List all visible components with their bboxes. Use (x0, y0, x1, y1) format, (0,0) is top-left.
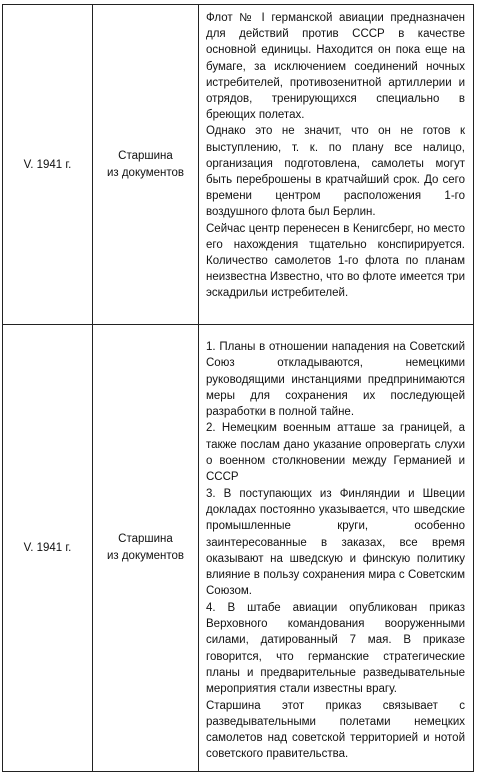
date-text: V. 1941 г. (23, 542, 72, 554)
source-text (107, 148, 184, 182)
content-cell (199, 325, 473, 771)
date-cell (3, 5, 93, 324)
date-cell (3, 325, 93, 771)
source-text (107, 531, 184, 565)
source-line-1: Старшина (118, 533, 173, 545)
paragraph: Сейчас центр перенесен в Кенигсберг, но место его нахождения тщательно конспирируется. Количество самолетов 1-го флота по планам неизвестна Известно, что во флоте имеется три эскадрильи истребителей. (206, 222, 465, 300)
date-text: V. 1941 г. (23, 158, 72, 171)
source-line-1: Старшина (118, 149, 173, 162)
paragraph: 2. Немецким военным атташе за границей, а также послам дано указание опровергать слухи о военном столкновении между Германией и СССР (206, 422, 465, 484)
content-cell (199, 5, 473, 324)
source-line-2: из документов (106, 166, 185, 179)
source-cell (93, 325, 199, 771)
paragraph: 4. В штабе авиации опубликован приказ Верховного командования вооруженными силами, датированный 7 мая. В приказе говорится, что германские стратегические планы и предварительные разведывательные мероприятия стали известны врагу. (206, 601, 465, 696)
paragraph: Старшина этот приказ связывает с разведывательными полетами немецких самолетов над советской территорией и нотой советского правительства. (206, 699, 465, 761)
source-line-2: из документов (106, 550, 185, 562)
paragraph: Однако это не значит, что он не готов к выступлению, т. к. по плану все налицо, организация подготовлена, самолеты могут быть переброшены в кратчайший срок. До сего времени центром расположения 1-го воздушного флота был Берлин. (206, 125, 465, 219)
table-row (3, 325, 473, 771)
paragraph: 3. В поступающих из Финляндии и Швеции докладах постоянно указывается, что шведские промышленные круги, особенно заинтересованные в заказах, все время оказывают на шведскую и финскую политику влияние в пользу сохранения мира с Советским Союзом. (206, 487, 465, 598)
source-cell (93, 5, 199, 324)
table-row (3, 5, 473, 325)
paragraph: 1. Планы в отношении нападения на Советский Союз откладываются, немецкими руководящими инстанциями предпринимаются меры для сохранения их последующей разработки в полной тайне. (206, 341, 465, 419)
paragraph: Флот № I германской авиации предназначен для действий против СССР в качестве основной единицы. Находится он пока еще на бумаге, за исключением соединений ночных истребителей, противозенитной артиллерии и отрядов, тренирующихся специально в брeющих полетах. (206, 12, 465, 122)
document-table (2, 4, 474, 772)
